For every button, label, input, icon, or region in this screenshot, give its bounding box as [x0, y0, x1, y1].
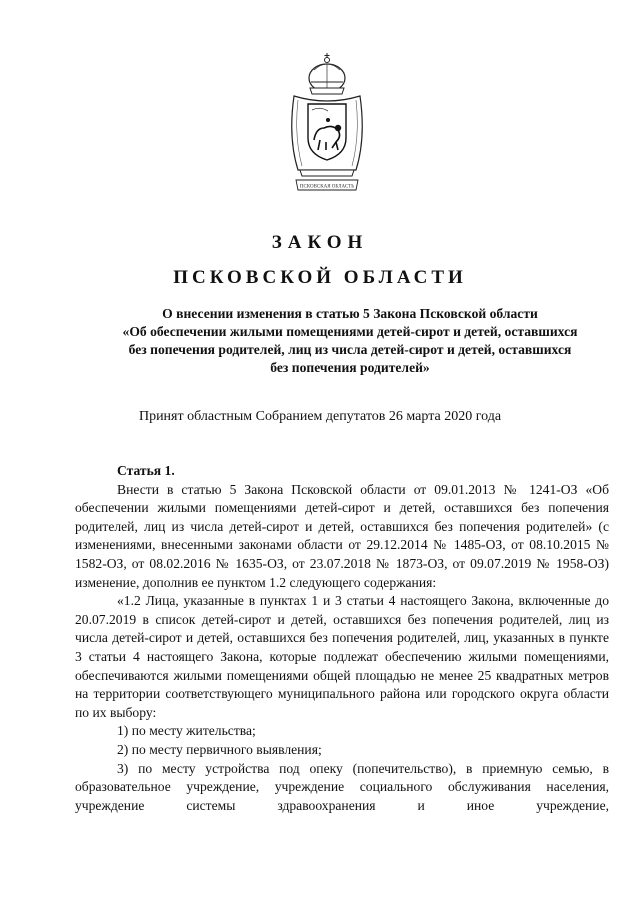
svg-text:ПСКОВСКАЯ ОБЛАСТЬ: ПСКОВСКАЯ ОБЛАСТЬ [299, 184, 355, 190]
article-heading: Статья 1. [117, 463, 175, 478]
subject-line-1: О внесении изменения в статью 5 Закона Псковской области [162, 306, 538, 321]
adoption-statement: Принят областным Собранием депутатов 26 марта 2020 года [138, 409, 502, 424]
law-subject [70, 305, 630, 377]
article-1 [75, 462, 609, 815]
article-paragraph: Внести в статью 5 Закона Псковской области от 09.01.2013 № 1241-ОЗ «Об обеспечении жилыми помещениями детей-сирот и детей, оставшихся без попечения родителей, лиц из числа детей-сирот и детей, оставшихся без попечения родителей» (с изменениями, внесенными законами области от 29.12.2014 № 1485-ОЗ, от 08.10.2015 № 1582-ОЗ, от 08.02.2016 № 1635-ОЗ, от 23.07.2018 № 1873-ОЗ, от 09.07.2019 № 1958-ОЗ) изменение, дополнив ее пунктом 1.2 следующего содержания: [75, 481, 609, 590]
subject-line-2: «Об обеспечении жилыми помещениями детей-сирот и детей, оставшихся [122, 324, 578, 339]
pskov-coat-of-arms-icon [286, 48, 368, 198]
article-paragraph: «1.2 Лица, указанные в пунктах 1 и 3 статьи 4 настоящего Закона, включенные до 20.07.2019 в список детей-сирот и детей, оставшихся без попечения родителей, лиц из числа детей-сирот и детей, оставшихся без попечения родителей, лиц, указанных в пункте 3 статьи 4 настоящего Закона, которые подлежат обеспечению жилыми помещениями, обеспечиваются жилыми помещениями общей площадью не менее 25 квадратных метров на территории соответствующего муниципального района или городского округа области по их выбору: [75, 593, 609, 720]
article-list-item: 1) по месту жительства; [117, 723, 256, 739]
region-title: ПСКОВСКОЙ ОБЛАСТИ [173, 267, 467, 288]
subject-line-4: без попечения родителей» [270, 360, 430, 375]
law-title: ЗАКОН [271, 232, 369, 253]
article-list-item: 2) по месту первичного выявления; [117, 741, 322, 757]
article-list-item: 3) по месту устройства под опеку (попечительство), в приемную семью, в образовательное учреждение, учреждение социального обслуживания населения, учреждение системы здравоохранения и иное учреждение, [75, 760, 609, 813]
subject-line-3: без попечения родителей, лиц из числа детей-сирот и детей, оставшихся [128, 342, 572, 357]
